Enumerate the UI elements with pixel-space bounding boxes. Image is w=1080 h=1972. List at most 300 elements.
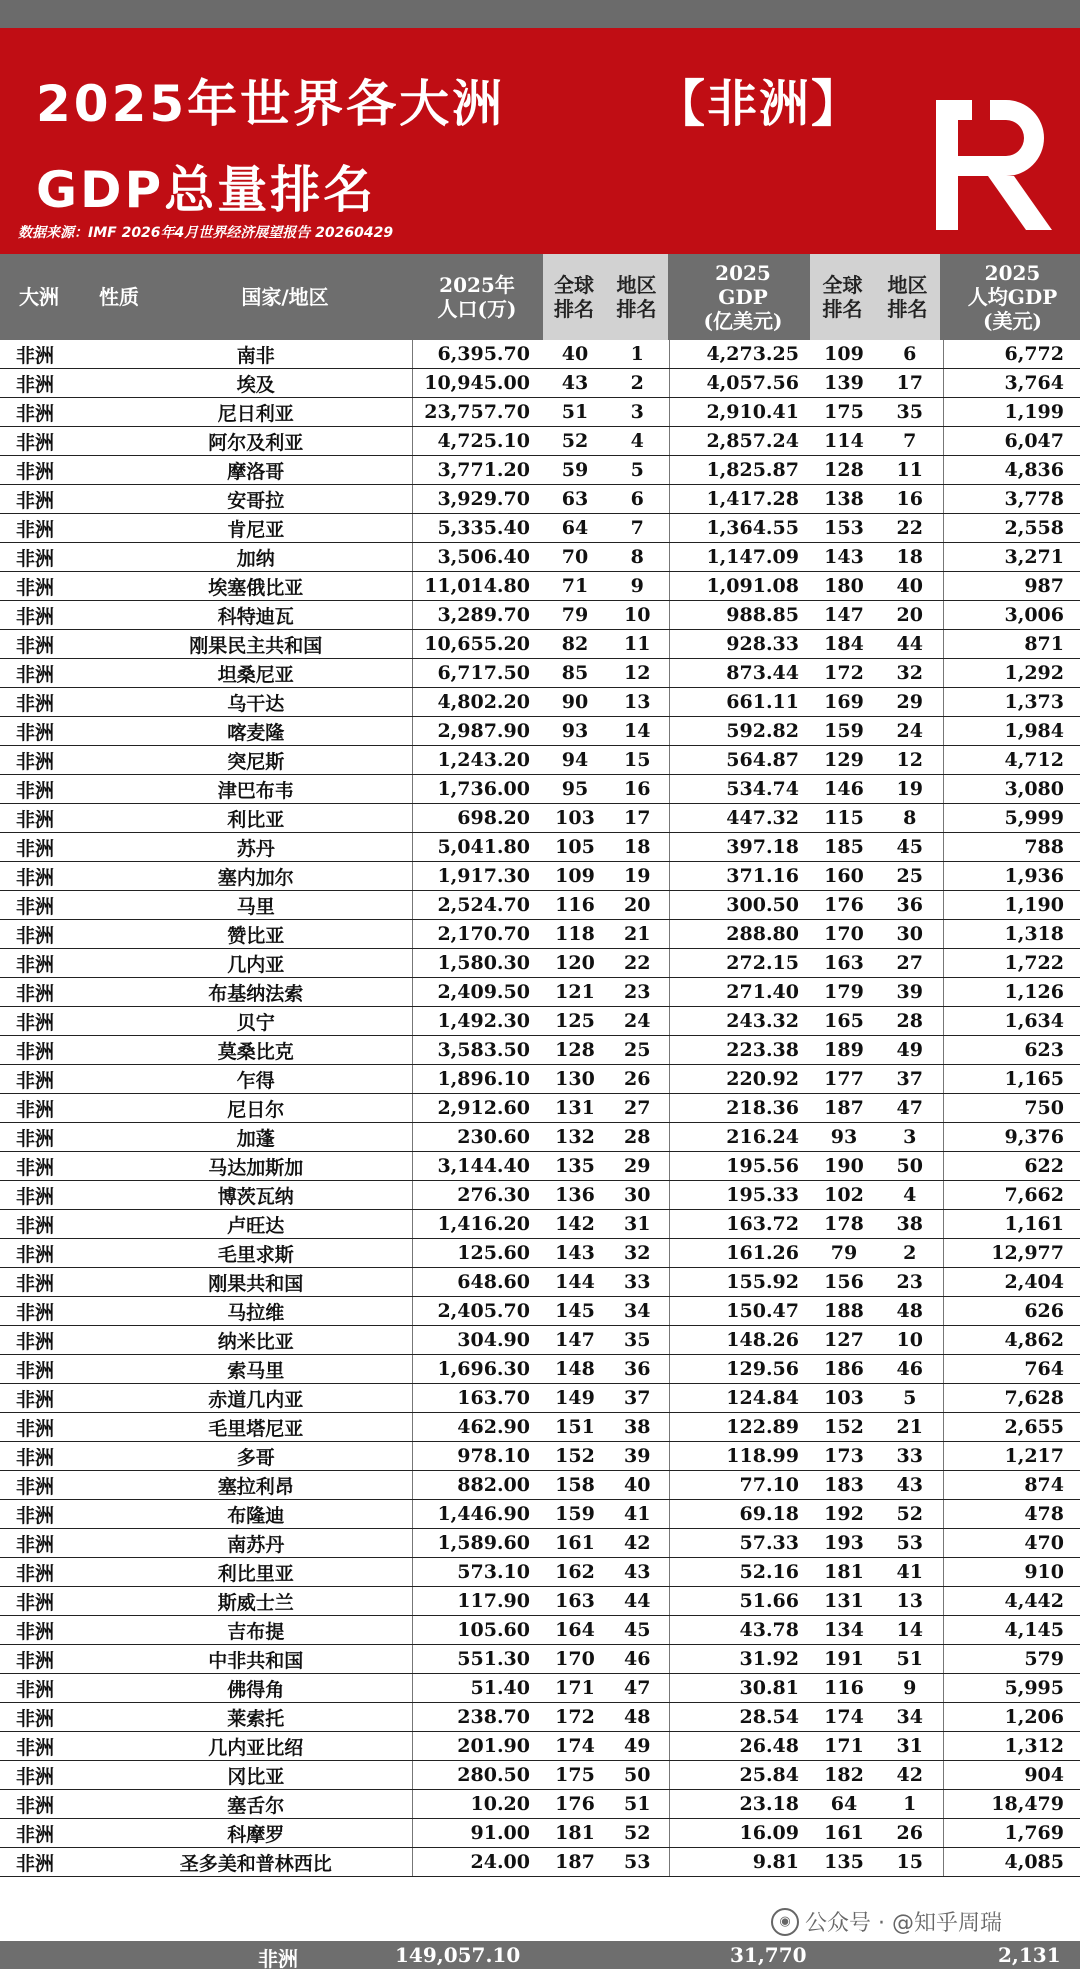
cell-gdp-global-rank: 184 <box>811 630 877 659</box>
cell-population: 3,144.40 <box>412 1152 544 1181</box>
table-row <box>0 1268 1080 1297</box>
cell-gdp-region-rank: 33 <box>877 1442 943 1471</box>
cell-gdp-region-rank: 26 <box>877 1819 943 1848</box>
cell-country: 乍得 <box>100 1065 412 1094</box>
cell-population: 304.90 <box>412 1326 544 1355</box>
cell-gdp: 163.72 <box>669 1210 811 1239</box>
cell-continent: 非洲 <box>0 601 100 630</box>
cell-per-capita: 5,999 <box>943 804 1080 833</box>
cell-population: 11,014.80 <box>412 572 544 601</box>
cell-per-capita: 626 <box>943 1297 1080 1326</box>
cell-pop-region-rank: 23 <box>606 978 669 1007</box>
cell-gdp-global-rank: 152 <box>811 1413 877 1442</box>
cell-country: 埃及 <box>100 369 412 398</box>
cell-country: 摩洛哥 <box>100 456 412 485</box>
cell-gdp-region-rank: 47 <box>877 1094 943 1123</box>
cell-per-capita: 871 <box>943 630 1080 659</box>
cell-gdp: 243.32 <box>669 1007 811 1036</box>
cell-per-capita: 1,161 <box>943 1210 1080 1239</box>
cell-gdp: 9.81 <box>669 1848 811 1877</box>
cell-pop-region-rank: 41 <box>606 1500 669 1529</box>
cell-per-capita: 987 <box>943 572 1080 601</box>
cell-country: 佛得角 <box>100 1674 412 1703</box>
cell-continent: 非洲 <box>0 1384 100 1413</box>
cell-gdp: 148.26 <box>669 1326 811 1355</box>
cell-continent: 非洲 <box>0 398 100 427</box>
cell-pop-global-rank: 158 <box>544 1471 606 1500</box>
cell-pop-global-rank: 172 <box>544 1703 606 1732</box>
cell-pop-global-rank: 147 <box>544 1326 606 1355</box>
cell-continent: 非洲 <box>0 572 100 601</box>
cell-pop-region-rank: 33 <box>606 1268 669 1297</box>
cell-continent: 非洲 <box>0 1152 100 1181</box>
cell-pop-region-rank: 7 <box>606 514 669 543</box>
cell-per-capita: 2,655 <box>943 1413 1080 1442</box>
table-row <box>0 485 1080 514</box>
cell-gdp-global-rank: 79 <box>811 1239 877 1268</box>
cell-pop-region-rank: 12 <box>606 659 669 688</box>
total-row <box>0 1941 1080 1969</box>
cell-per-capita: 3,764 <box>943 369 1080 398</box>
table-row <box>0 572 1080 601</box>
cell-per-capita: 4,085 <box>943 1848 1080 1877</box>
cell-continent: 非洲 <box>0 717 100 746</box>
cell-gdp-global-rank: 175 <box>811 398 877 427</box>
cell-gdp-global-rank: 147 <box>811 601 877 630</box>
gdp-ranking-table <box>0 340 1080 1877</box>
cell-pop-region-rank: 15 <box>606 746 669 775</box>
header-gdp-global-rank-a: 全球 <box>822 273 863 297</box>
title-line-1: 2025年世界各大洲 <box>36 75 506 133</box>
table-row <box>0 1616 1080 1645</box>
cell-per-capita: 4,442 <box>943 1587 1080 1616</box>
cell-gdp: 155.92 <box>669 1268 811 1297</box>
cell-country: 南苏丹 <box>100 1529 412 1558</box>
cell-continent: 非洲 <box>0 514 100 543</box>
cell-population: 2,405.70 <box>412 1297 544 1326</box>
cell-population: 573.10 <box>412 1558 544 1587</box>
table-row <box>0 369 1080 398</box>
cell-gdp: 2,857.24 <box>669 427 811 456</box>
header-population-line1: 2025年 <box>439 273 515 297</box>
cell-pop-region-rank: 18 <box>606 833 669 862</box>
cell-population: 2,912.60 <box>412 1094 544 1123</box>
cell-gdp-global-rank: 172 <box>811 659 877 688</box>
cell-gdp-global-rank: 153 <box>811 514 877 543</box>
cell-continent: 非洲 <box>0 1587 100 1616</box>
cell-country: 加纳 <box>100 543 412 572</box>
cell-population: 201.90 <box>412 1732 544 1761</box>
table-row <box>0 1500 1080 1529</box>
cell-per-capita: 750 <box>943 1094 1080 1123</box>
cell-pop-region-rank: 45 <box>606 1616 669 1645</box>
cell-continent: 非洲 <box>0 1674 100 1703</box>
cell-continent: 非洲 <box>0 746 100 775</box>
cell-population: 230.60 <box>412 1123 544 1152</box>
table-row <box>0 717 1080 746</box>
cell-continent: 非洲 <box>0 340 100 369</box>
cell-pop-global-rank: 40 <box>544 340 606 369</box>
cell-pop-global-rank: 162 <box>544 1558 606 1587</box>
table-row <box>0 920 1080 949</box>
cell-population: 51.40 <box>412 1674 544 1703</box>
cell-per-capita: 623 <box>943 1036 1080 1065</box>
cell-country: 刚果民主共和国 <box>100 630 412 659</box>
cell-pop-region-rank: 42 <box>606 1529 669 1558</box>
cell-pop-global-rank: 176 <box>544 1790 606 1819</box>
table-row <box>0 833 1080 862</box>
cell-population: 10,945.00 <box>412 369 544 398</box>
cell-gdp: 77.10 <box>669 1471 811 1500</box>
cell-population: 3,771.20 <box>412 456 544 485</box>
cell-gdp: 124.84 <box>669 1384 811 1413</box>
header-per-capita-line2: 人均GDP <box>967 285 1058 309</box>
cell-pop-global-rank: 152 <box>544 1442 606 1471</box>
cell-gdp-global-rank: 174 <box>811 1703 877 1732</box>
cell-country: 肯尼亚 <box>100 514 412 543</box>
cell-gdp-global-rank: 187 <box>811 1094 877 1123</box>
cell-country: 喀麦隆 <box>100 717 412 746</box>
cell-gdp-global-rank: 163 <box>811 949 877 978</box>
cell-pop-region-rank: 14 <box>606 717 669 746</box>
cell-gdp-region-rank: 28 <box>877 1007 943 1036</box>
header-gdp-line2: GDP <box>718 285 768 309</box>
table-row <box>0 1065 1080 1094</box>
cell-pop-global-rank: 128 <box>544 1036 606 1065</box>
cell-per-capita: 4,836 <box>943 456 1080 485</box>
table-row <box>0 688 1080 717</box>
cell-pop-global-rank: 109 <box>544 862 606 891</box>
cell-gdp-global-rank: 165 <box>811 1007 877 1036</box>
header-population-line2: 人口(万) <box>437 297 517 321</box>
cell-gdp: 216.24 <box>669 1123 811 1152</box>
table-row <box>0 775 1080 804</box>
cell-gdp: 4,273.25 <box>669 340 811 369</box>
cell-country: 中非共和国 <box>100 1645 412 1674</box>
cell-per-capita: 788 <box>943 833 1080 862</box>
cell-country: 莫桑比克 <box>100 1036 412 1065</box>
cell-gdp: 31.92 <box>669 1645 811 1674</box>
cell-population: 105.60 <box>412 1616 544 1645</box>
cell-country: 马达加斯加 <box>100 1152 412 1181</box>
cell-pop-global-rank: 131 <box>544 1094 606 1123</box>
cell-continent: 非洲 <box>0 1790 100 1819</box>
cell-gdp-region-rank: 39 <box>877 978 943 1007</box>
cell-gdp-global-rank: 190 <box>811 1152 877 1181</box>
cell-pop-region-rank: 53 <box>606 1848 669 1877</box>
cell-pop-region-rank: 24 <box>606 1007 669 1036</box>
cell-country: 卢旺达 <box>100 1210 412 1239</box>
cell-gdp: 272.15 <box>669 949 811 978</box>
cell-country: 尼日利亚 <box>100 398 412 427</box>
cell-gdp: 288.80 <box>669 920 811 949</box>
cell-population: 2,524.70 <box>412 891 544 920</box>
cell-population: 117.90 <box>412 1587 544 1616</box>
cell-gdp: 195.33 <box>669 1181 811 1210</box>
cell-continent: 非洲 <box>0 427 100 456</box>
cell-gdp-region-rank: 31 <box>877 1732 943 1761</box>
cell-pop-global-rank: 170 <box>544 1645 606 1674</box>
table-row <box>0 1761 1080 1790</box>
cell-continent: 非洲 <box>0 1181 100 1210</box>
cell-gdp-region-rank: 43 <box>877 1471 943 1500</box>
cell-gdp-global-rank: 146 <box>811 775 877 804</box>
cell-per-capita: 910 <box>943 1558 1080 1587</box>
table-row <box>0 1558 1080 1587</box>
cell-continent: 非洲 <box>0 775 100 804</box>
cell-pop-region-rank: 17 <box>606 804 669 833</box>
cell-country: 马拉维 <box>100 1297 412 1326</box>
cell-gdp: 873.44 <box>669 659 811 688</box>
cell-pop-global-rank: 43 <box>544 369 606 398</box>
cell-continent: 非洲 <box>0 1036 100 1065</box>
cell-gdp-region-rank: 24 <box>877 717 943 746</box>
table-row <box>0 1239 1080 1268</box>
table-row <box>0 804 1080 833</box>
cell-continent: 非洲 <box>0 1065 100 1094</box>
cell-pop-region-rank: 30 <box>606 1181 669 1210</box>
cell-population: 6,395.70 <box>412 340 544 369</box>
cell-gdp-region-rank: 21 <box>877 1413 943 1442</box>
cell-per-capita: 1,984 <box>943 717 1080 746</box>
cell-gdp: 1,825.87 <box>669 456 811 485</box>
cell-gdp: 2,910.41 <box>669 398 811 427</box>
cell-country: 圣多美和普林西比 <box>100 1848 412 1877</box>
cell-continent: 非洲 <box>0 1645 100 1674</box>
cell-country: 尼日尔 <box>100 1094 412 1123</box>
cell-country: 坦桑尼亚 <box>100 659 412 688</box>
table-row <box>0 514 1080 543</box>
header-gdp-global-rank-b: 排名 <box>822 297 863 321</box>
table-row <box>0 1442 1080 1471</box>
cell-population: 24.00 <box>412 1848 544 1877</box>
cell-pop-region-rank: 4 <box>606 427 669 456</box>
cell-pop-global-rank: 125 <box>544 1007 606 1036</box>
header-pop-global-rank-a: 全球 <box>554 273 594 297</box>
cell-country: 加蓬 <box>100 1123 412 1152</box>
cell-per-capita: 3,006 <box>943 601 1080 630</box>
cell-gdp-region-rank: 30 <box>877 920 943 949</box>
cell-continent: 非洲 <box>0 630 100 659</box>
cell-population: 3,289.70 <box>412 601 544 630</box>
cell-gdp-global-rank: 176 <box>811 891 877 920</box>
cell-gdp-global-rank: 143 <box>811 543 877 572</box>
cell-per-capita: 1,634 <box>943 1007 1080 1036</box>
cell-gdp: 52.16 <box>669 1558 811 1587</box>
cell-gdp-global-rank: 191 <box>811 1645 877 1674</box>
cell-gdp-region-rank: 46 <box>877 1355 943 1384</box>
cell-pop-global-rank: 94 <box>544 746 606 775</box>
cell-pop-region-rank: 46 <box>606 1645 669 1674</box>
cell-gdp-global-rank: 181 <box>811 1558 877 1587</box>
cell-gdp-global-rank: 159 <box>811 717 877 746</box>
cell-per-capita: 1,217 <box>943 1442 1080 1471</box>
cell-gdp-global-rank: 138 <box>811 485 877 514</box>
cell-gdp-global-rank: 180 <box>811 572 877 601</box>
cell-population: 3,583.50 <box>412 1036 544 1065</box>
cell-gdp-region-rank: 51 <box>877 1645 943 1674</box>
cell-country: 塞内加尔 <box>100 862 412 891</box>
wechat-icon: ◉ <box>771 1908 799 1936</box>
cell-gdp: 150.47 <box>669 1297 811 1326</box>
cell-per-capita: 3,778 <box>943 485 1080 514</box>
cell-gdp-global-rank: 109 <box>811 340 877 369</box>
cell-per-capita: 3,271 <box>943 543 1080 572</box>
cell-per-capita: 12,977 <box>943 1239 1080 1268</box>
cell-per-capita: 7,628 <box>943 1384 1080 1413</box>
table-row <box>0 427 1080 456</box>
table-row <box>0 1036 1080 1065</box>
cell-continent: 非洲 <box>0 1471 100 1500</box>
cell-population: 2,409.50 <box>412 978 544 1007</box>
cell-pop-global-rank: 132 <box>544 1123 606 1152</box>
cell-gdp-region-rank: 27 <box>877 949 943 978</box>
cell-gdp-global-rank: 156 <box>811 1268 877 1297</box>
table-row <box>0 1819 1080 1848</box>
table-row <box>0 1094 1080 1123</box>
cell-per-capita: 4,712 <box>943 746 1080 775</box>
cell-gdp: 43.78 <box>669 1616 811 1645</box>
cell-gdp-region-rank: 41 <box>877 1558 943 1587</box>
cell-gdp-region-rank: 5 <box>877 1384 943 1413</box>
cell-country: 吉布提 <box>100 1616 412 1645</box>
cell-pop-global-rank: 144 <box>544 1268 606 1297</box>
header-pop-global-rank <box>543 254 605 340</box>
table-row <box>0 1645 1080 1674</box>
cell-gdp-global-rank: 115 <box>811 804 877 833</box>
cell-continent: 非洲 <box>0 1297 100 1326</box>
cell-population: 4,725.10 <box>412 427 544 456</box>
header-pop-global-rank-b: 排名 <box>554 297 594 321</box>
cell-gdp: 592.82 <box>669 717 811 746</box>
cell-gdp-global-rank: 173 <box>811 1442 877 1471</box>
cell-per-capita: 1,769 <box>943 1819 1080 1848</box>
r-logo-icon <box>928 88 1058 238</box>
cell-gdp-region-rank: 3 <box>877 1123 943 1152</box>
cell-per-capita: 1,936 <box>943 862 1080 891</box>
cell-gdp-global-rank: 128 <box>811 456 877 485</box>
cell-gdp: 218.36 <box>669 1094 811 1123</box>
header-continent: 大洲 <box>19 285 59 309</box>
cell-pop-region-rank: 29 <box>606 1152 669 1181</box>
table-row <box>0 1181 1080 1210</box>
cell-country: 刚果共和国 <box>100 1268 412 1297</box>
cell-gdp-global-rank: 179 <box>811 978 877 1007</box>
table-row <box>0 1529 1080 1558</box>
cell-gdp-region-rank: 13 <box>877 1587 943 1616</box>
cell-pop-region-rank: 49 <box>606 1732 669 1761</box>
cell-pop-region-rank: 27 <box>606 1094 669 1123</box>
cell-population: 2,170.70 <box>412 920 544 949</box>
cell-gdp: 57.33 <box>669 1529 811 1558</box>
cell-pop-region-rank: 52 <box>606 1819 669 1848</box>
data-source-note: 数据来源：IMF 2026年4月世界经济展望报告 20260429 <box>18 225 394 241</box>
header-pop-region-rank-b: 排名 <box>616 297 657 321</box>
cell-country: 博茨瓦纳 <box>100 1181 412 1210</box>
table-header <box>0 254 1080 340</box>
cell-country: 布隆迪 <box>100 1500 412 1529</box>
cell-per-capita: 6,772 <box>943 340 1080 369</box>
cell-gdp-region-rank: 12 <box>877 746 943 775</box>
cell-continent: 非洲 <box>0 485 100 514</box>
cell-continent: 非洲 <box>0 1616 100 1645</box>
cell-gdp: 28.54 <box>669 1703 811 1732</box>
cell-gdp-global-rank: 177 <box>811 1065 877 1094</box>
cell-gdp-region-rank: 2 <box>877 1239 943 1268</box>
cell-per-capita: 18,479 <box>943 1790 1080 1819</box>
cell-pop-region-rank: 32 <box>606 1239 669 1268</box>
cell-per-capita: 9,376 <box>943 1123 1080 1152</box>
cell-continent: 非洲 <box>0 456 100 485</box>
title-banner <box>0 28 1080 254</box>
cell-gdp-global-rank: 160 <box>811 862 877 891</box>
cell-continent: 非洲 <box>0 1239 100 1268</box>
cell-pop-global-rank: 161 <box>544 1529 606 1558</box>
cell-continent: 非洲 <box>0 1007 100 1036</box>
cell-per-capita: 5,995 <box>943 1674 1080 1703</box>
table-row <box>0 1007 1080 1036</box>
cell-population: 5,335.40 <box>412 514 544 543</box>
cell-gdp: 223.38 <box>669 1036 811 1065</box>
cell-pop-global-rank: 71 <box>544 572 606 601</box>
cell-gdp: 25.84 <box>669 1761 811 1790</box>
cell-population: 1,243.20 <box>412 746 544 775</box>
cell-gdp-region-rank: 1 <box>877 1790 943 1819</box>
header-pop-region-rank <box>605 254 668 340</box>
cell-gdp: 564.87 <box>669 746 811 775</box>
cell-per-capita: 1,199 <box>943 398 1080 427</box>
cell-gdp: 397.18 <box>669 833 811 862</box>
header-gdp-global-rank <box>810 254 875 340</box>
cell-continent: 非洲 <box>0 1819 100 1848</box>
cell-gdp-global-rank: 134 <box>811 1616 877 1645</box>
cell-gdp-region-rank: 29 <box>877 688 943 717</box>
cell-gdp-region-rank: 16 <box>877 485 943 514</box>
header-country: 国家/地区 <box>241 285 329 309</box>
cell-gdp-region-rank: 10 <box>877 1326 943 1355</box>
cell-pop-region-rank: 20 <box>606 891 669 920</box>
cell-pop-global-rank: 105 <box>544 833 606 862</box>
cell-population: 648.60 <box>412 1268 544 1297</box>
table-row <box>0 862 1080 891</box>
cell-gdp-global-rank: 169 <box>811 688 877 717</box>
cell-pop-global-rank: 90 <box>544 688 606 717</box>
cell-country: 利比亚 <box>100 804 412 833</box>
cell-population: 276.30 <box>412 1181 544 1210</box>
cell-gdp-region-rank: 19 <box>877 775 943 804</box>
header-per-capita <box>945 254 1080 340</box>
cell-pop-region-rank: 35 <box>606 1326 669 1355</box>
header-gdp <box>678 254 808 340</box>
cell-country: 莱索托 <box>100 1703 412 1732</box>
cell-pop-global-rank: 187 <box>544 1848 606 1877</box>
cell-pop-region-rank: 50 <box>606 1761 669 1790</box>
cell-gdp-region-rank: 37 <box>877 1065 943 1094</box>
cell-continent: 非洲 <box>0 1442 100 1471</box>
cell-country: 斯威士兰 <box>100 1587 412 1616</box>
cell-country: 科摩罗 <box>100 1819 412 1848</box>
cell-gdp: 23.18 <box>669 1790 811 1819</box>
cell-country: 科特迪瓦 <box>100 601 412 630</box>
cell-pop-global-rank: 151 <box>544 1413 606 1442</box>
cell-continent: 非洲 <box>0 1500 100 1529</box>
header-population <box>412 254 542 340</box>
cell-continent: 非洲 <box>0 688 100 717</box>
cell-pop-region-rank: 44 <box>606 1587 669 1616</box>
cell-continent: 非洲 <box>0 1703 100 1732</box>
cell-gdp-global-rank: 188 <box>811 1297 877 1326</box>
cell-gdp-region-rank: 45 <box>877 833 943 862</box>
